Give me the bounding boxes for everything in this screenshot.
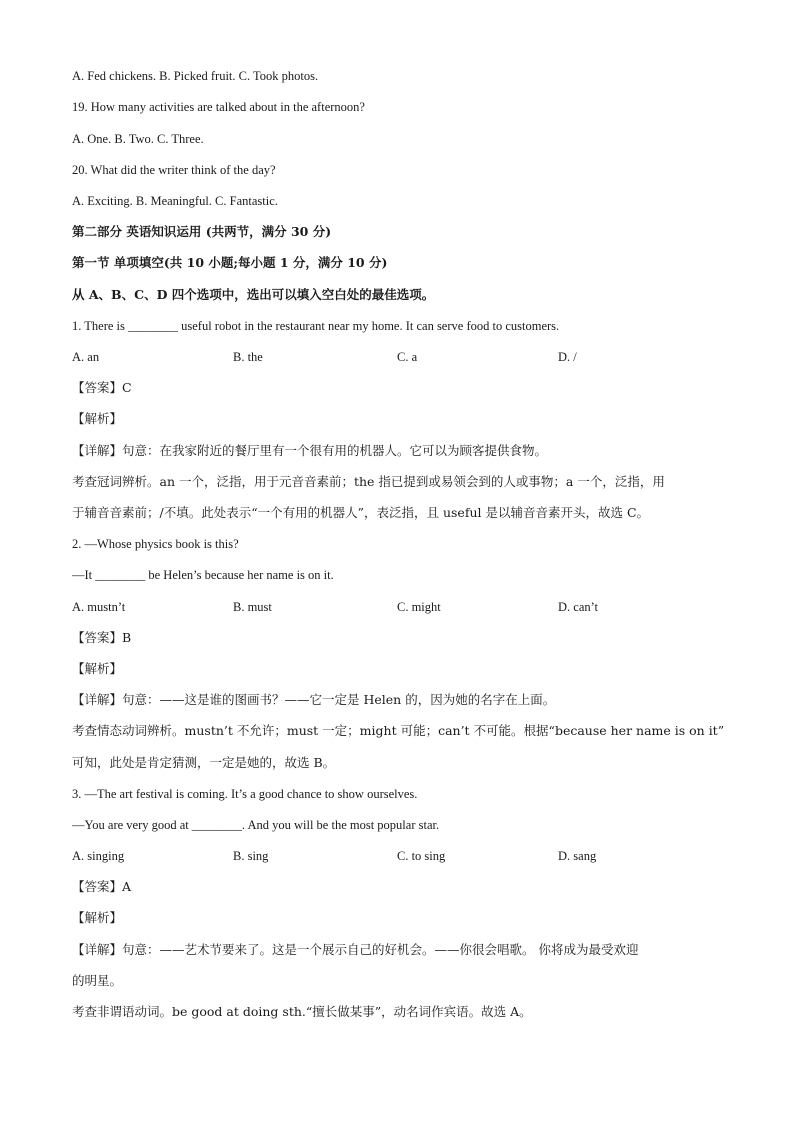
q3-option-b: B. sing bbox=[233, 849, 269, 863]
q2-option-d: D. can’t bbox=[558, 600, 599, 614]
q2-option-c: C. might bbox=[397, 600, 441, 614]
q3-option-a: A. singing bbox=[72, 849, 125, 863]
q2-answer: 【答案】B bbox=[72, 630, 132, 645]
q3-stem: 3. —The art festival is coming. It’s a good chance to show ourselves. bbox=[72, 787, 418, 801]
q3-detail-2: 的明星。 bbox=[72, 973, 123, 988]
q3-detail-1: 【详解】句意：——艺术节要来了。这是一个展示自己的好机会。——你很会唱歌。 你将成为最受欢迎 bbox=[72, 942, 639, 957]
q2-option-b: B. must bbox=[233, 600, 272, 614]
q2-stem: 2. —Whose physics book is this? bbox=[72, 537, 239, 551]
q20-stem: 20. What did the writer think of the day? bbox=[72, 163, 276, 177]
instruction: 从 A、B、C、D 四个选项中，选出可以填入空白处的最佳选项。 bbox=[72, 287, 435, 302]
q3-answer: 【答案】A bbox=[72, 879, 132, 894]
q2-explain-1: 考查情态动词辨析。mustn’t 不允许；must 一定；might 可能；can’t 不可能。根据“because her name is on it” bbox=[72, 723, 725, 738]
q1-option-a: A. an bbox=[72, 350, 100, 364]
q1-option-d: D. / bbox=[558, 350, 577, 364]
q3-explain-1: 考查非谓语动词。be good at doing sth.“擅长做某事”，动名词作宾语。故选 A。 bbox=[72, 1004, 532, 1019]
q1-answer: 【答案】C bbox=[72, 380, 132, 395]
q19-options: A. One. B. Two. C. Three. bbox=[72, 132, 204, 146]
q1-explain-2: 于辅音音素前；/不填。此处表示“一个有用的机器人”，表泛指，且 useful 是以辅音音素开头，故选 C。 bbox=[72, 505, 650, 520]
part2-heading: 第二部分 英语知识运用 (共两节，满分 30 分) bbox=[72, 224, 332, 239]
q20-options: A. Exciting. B. Meaningful. C. Fantastic. bbox=[72, 194, 278, 208]
q1-analysis-label: 【解析】 bbox=[72, 411, 123, 426]
q1-option-c: C. a bbox=[397, 350, 418, 364]
q2-option-a: A. mustn’t bbox=[72, 600, 126, 614]
q19-stem: 19. How many activities are talked about in the afternoon? bbox=[72, 100, 365, 114]
q3-analysis-label: 【解析】 bbox=[72, 910, 123, 925]
q18-options: A. Fed chickens. B. Picked fruit. C. Took photos. bbox=[72, 69, 319, 83]
section1-heading: 第一节 单项填空(共 10 小题;每小题 1 分，满分 10 分) bbox=[72, 255, 388, 270]
q1-explain-1: 考查冠词辨析。an 一个，泛指，用于元音音素前；the 指已提到或易领会到的人或事物；a 一个，泛指，用 bbox=[72, 474, 665, 489]
q2-explain-2: 可知，此处是肯定猜测，一定是她的，故选 B。 bbox=[72, 755, 336, 770]
q1-option-b: B. the bbox=[233, 350, 263, 364]
q3-option-c: C. to sing bbox=[397, 849, 446, 863]
q2-analysis-label: 【解析】 bbox=[72, 661, 123, 676]
q3-stem-2: —You are very good at ________. And you will be the most popular star. bbox=[72, 818, 440, 832]
q1-stem: 1. There is ________ useful robot in the restaurant near my home. It can serve food to customers. bbox=[72, 319, 560, 333]
q3-option-d: D. sang bbox=[558, 849, 597, 863]
q2-stem-2: —It ________ be Helen’s because her name is on it. bbox=[72, 568, 334, 582]
q2-detail: 【详解】句意：——这是谁的图画书？——它一定是 Helen 的，因为她的名字在上面。 bbox=[72, 692, 556, 707]
q1-detail: 【详解】句意：在我家附近的餐厅里有一个很有用的机器人。它可以为顾客提供食物。 bbox=[72, 443, 548, 458]
